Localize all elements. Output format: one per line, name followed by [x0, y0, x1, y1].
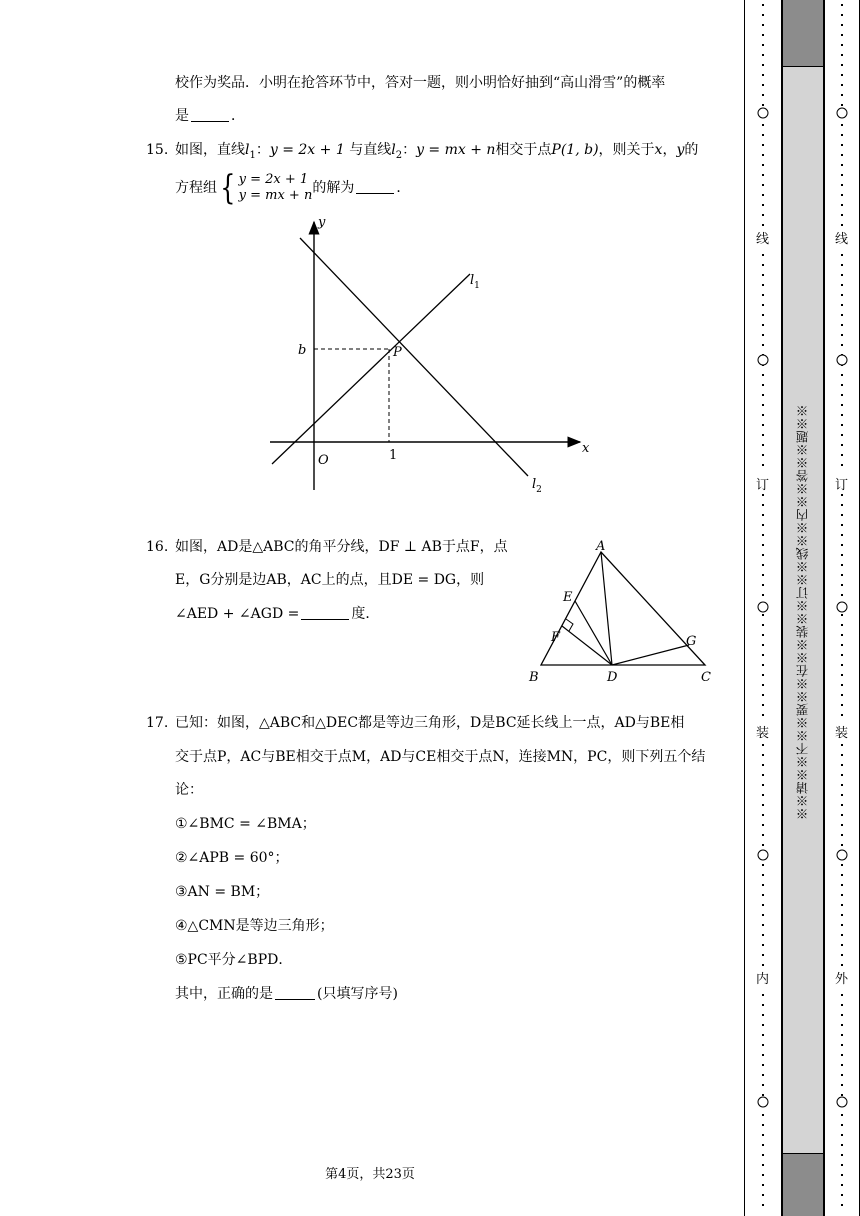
answer-blank: [356, 179, 394, 194]
q17-ending: [175, 984, 398, 1004]
l2-letter: l: [532, 477, 537, 492]
text: 方程组: [175, 180, 217, 196]
ring-icon: [837, 602, 847, 612]
triangle-abc: [541, 552, 705, 665]
text: 与直线: [344, 142, 392, 158]
answer-blank: [301, 605, 349, 620]
brace: {: [220, 168, 236, 208]
b-tick-label: b: [298, 343, 307, 358]
ring-icon: [758, 850, 768, 860]
q16-triangle-figure: [525, 535, 720, 687]
math: y: [676, 142, 685, 158]
vertex-b-label: B: [529, 670, 539, 685]
system-eq-2: y = mx + n: [238, 188, 313, 203]
l1-label: [470, 273, 480, 291]
margin-label-bind: 订: [756, 478, 771, 493]
question-number: 15.: [146, 142, 169, 158]
strip-cap-bottom: [783, 1153, 823, 1216]
y-axis-label: y: [318, 215, 326, 230]
conclusion-item-5: ⑤PC平分∠BPD．: [175, 952, 293, 968]
q15-line1: [175, 140, 698, 166]
text: ，: [662, 142, 677, 158]
conclusion-item-4: ④△CMN是等边三角形；: [175, 918, 334, 934]
text: 相交于点: [495, 142, 552, 158]
q17-line1: 已知：如图，△ABC和△DEC都是等边三角形，D是BC延长线上一点，AD与BE相: [175, 715, 685, 731]
text: 的解为: [312, 180, 355, 196]
system-eq-1: y = 2x + 1: [238, 172, 309, 187]
conclusion-item-3: ③AN = BM；: [175, 884, 270, 900]
ring-icon: [758, 108, 768, 118]
margin-label-outside: 外: [835, 972, 850, 987]
conclusion-item-1: ①∠BMC = ∠BMA；: [175, 816, 316, 832]
margin-label-bind: 订: [835, 478, 850, 493]
inner-dotted-rule: [745, 0, 781, 1216]
q14-line2-end: ．: [231, 108, 245, 124]
conclusion-item-2: ②∠APB = 60°；: [175, 850, 289, 866]
subscript: 1: [249, 149, 256, 161]
q16-line3: [175, 604, 379, 624]
text: 其中，正确的是: [175, 986, 273, 1002]
outer-binding-strip: [824, 0, 860, 1216]
l2-subscript: 2: [536, 485, 542, 495]
margin-label-pack: 装: [756, 726, 771, 741]
line-l2: [300, 238, 528, 476]
equation: y = mx + n: [416, 142, 496, 158]
segment-dg: [612, 645, 689, 665]
q14-line2: [175, 106, 245, 126]
text: ，则关于: [598, 142, 655, 158]
warning-strip: [782, 0, 824, 1216]
point-label: P(1, b): [551, 142, 599, 158]
text: 如图，直线: [175, 142, 245, 158]
answer-blank: [191, 107, 229, 122]
ring-icon: [837, 355, 847, 365]
question-number: 17.: [146, 715, 169, 731]
inner-binding-strip: [744, 0, 782, 1216]
one-tick-label: 1: [389, 448, 398, 463]
strip-cap-top: [783, 0, 823, 67]
page-footer: 第4页，共23页: [325, 1167, 415, 1182]
warning-text-box: [783, 372, 823, 852]
q15-line2: [175, 168, 411, 208]
text: ：: [255, 142, 270, 158]
outer-dotted-rule: [825, 0, 859, 1216]
point-g-label: G: [686, 634, 697, 649]
text: 度．: [351, 606, 380, 622]
vertex-c-label: C: [701, 670, 711, 685]
math: l: [245, 142, 250, 158]
l1-letter: l: [470, 273, 475, 288]
subscript: 2: [395, 149, 403, 161]
equation-system: [217, 168, 313, 208]
question-number: 16.: [146, 539, 169, 555]
l2-label: [532, 477, 542, 495]
text: ：: [402, 142, 417, 158]
math: l: [391, 142, 396, 158]
ring-icon: [758, 355, 768, 365]
vertex-a-label: A: [596, 539, 606, 554]
ring-icon: [837, 850, 847, 860]
segment-df: [562, 626, 612, 665]
text: (只填写序号): [317, 986, 398, 1002]
text: ．: [396, 180, 411, 196]
answer-blank: [275, 985, 315, 1000]
text: ∠AED + ∠AGD =: [175, 606, 300, 622]
text: 的: [684, 142, 699, 158]
l1-subscript: 1: [474, 281, 480, 291]
q14-line1: 校作为奖品．小明在抢答环节中，答对一题，则小明恰好抽到“高山滑雪”的概率: [175, 75, 666, 91]
math: x: [654, 142, 663, 158]
ring-icon: [758, 602, 768, 612]
margin-label-line: 线: [756, 232, 771, 247]
origin-label: O: [318, 453, 329, 468]
point-d-label: D: [607, 670, 618, 685]
margin-label-pack: 装: [835, 726, 850, 741]
ring-icon: [837, 1097, 847, 1107]
equation: y = 2x + 1: [269, 142, 345, 158]
q16-line1: 如图，AD是△ABC的角平分线，DF ⊥ AB于点F，点: [175, 539, 508, 555]
ring-icon: [837, 108, 847, 118]
q17-line3: 论：: [175, 782, 203, 798]
margin-label-inside: 内: [756, 972, 771, 987]
x-axis-label: x: [582, 441, 590, 456]
warning-text: ※※请※※不※※要※※在※※装※※订※※线※※内※※答※※题※※: [795, 404, 810, 820]
ring-icon: [758, 1097, 768, 1107]
margin-label-line: 线: [835, 232, 850, 247]
q14-line2-text: 是: [175, 108, 189, 124]
point-f-label: F: [551, 630, 561, 645]
q16-line2: E，G分别是边AB，AC上的点，且DE = DG，则: [175, 572, 485, 588]
line-l1: [272, 274, 470, 464]
point-p-label: P: [393, 345, 402, 360]
q15-line-graph: [262, 212, 602, 497]
point-e-label: E: [563, 590, 573, 605]
q17-line2: 交于点P，AC与BE相交于点M，AD与CE相交于点N，连接MN，PC，则下列五个结: [175, 749, 706, 765]
